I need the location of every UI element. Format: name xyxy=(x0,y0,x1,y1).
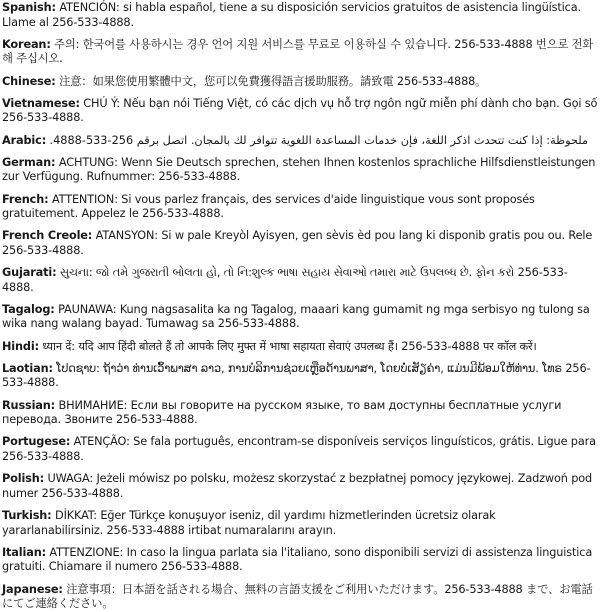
language-label: French: xyxy=(2,192,49,206)
language-label: Arabic: xyxy=(2,133,47,147)
language-label: Japanese: xyxy=(2,582,63,596)
notice-text: ملحوظة: إذا كنت تتحدث اذكر اللغة، فإن خدمات المساعدة اللغوية تتوافر لك بالمجان. اتصل برقم 256-533-4888. xyxy=(49,133,589,147)
notice-german xyxy=(2,156,598,185)
notice-chinese xyxy=(2,75,598,90)
notice-polish xyxy=(2,472,598,501)
notice-text: ATTENTION: Si vous parlez français, des services d'aide linguistique vous sont proposés gratuitement. Appelez le 256-533-4888. xyxy=(2,192,535,221)
notice-text: ATANSYON: Si w pale Kreyòl Ayisyen, gen sèvis èd pou lang ki disponib gratis pou ou. Rele 256-533-4888. xyxy=(2,229,593,257)
notice-text: સુચના: જો તમે ગુજરાતી બોલતા હો, તો નિ:શુલ્ક ભાષા સહાય સેવાઓ તમારા માટે ઉપલબ્ધ છે. ફોન કરો 256-533-4888. xyxy=(2,266,568,294)
notice-japanese xyxy=(2,583,598,612)
notice-arabic xyxy=(2,134,598,149)
notice-text: DİKKAT: Eğer Türkçe konuşuyor iseniz, dil yardımı hizmetlerinden ücretsiz olarak yararlanabilirsiniz. 256-533-4888 irtibat numaralarını arayın. xyxy=(2,508,496,537)
language-label: Korean: xyxy=(2,37,51,51)
notice-tagalog xyxy=(2,303,598,332)
notice-text: ATENCIÓN: si habla español, tiene a su disposición servicios gratuitos de asistencia lingüística. Llame al 256-533-4888. xyxy=(2,1,581,29)
notice-text: ATTENZIONE: In caso la lingua parlata sia l'italiano, sono disponibili servizi di assistenza linguistica gratuiti. Chiamare il numero 256-533-4888. xyxy=(2,545,593,574)
notice-hindi xyxy=(2,340,598,355)
notice-text: 주의: 한국어를 사용하시는 경우 언어 지원 서비스를 무료로 이용하실 수 있습니다. 256-533-4888 번으로 전화해 주십시오. xyxy=(2,37,594,66)
notice-spanish xyxy=(2,1,598,30)
language-label: German: xyxy=(2,155,56,169)
notice-text: ACHTUNG: Wenn Sie Deutsch sprechen, stehen Ihnen kostenlos sprachliche Hilfsdienstleistungen zur Verfügung. Rufnummer: 256-533-4888. xyxy=(2,155,596,184)
notice-text: 注意：如果您使用繁體中文，您可以免費獲得語言援助服務。請致電 256-533-4888。 xyxy=(59,74,487,88)
notice-text: PAUNAWA: Kung nagsasalita ka ng Tagalog, maaari kang gumamit ng mga serbisyo ng tulong sa wika nang walang bayad. Tumawag sa 256-533-4888. xyxy=(2,302,590,331)
notice-text: ВНИМАНИЕ: Если вы говорите на русском языке, то вам доступны бесплатные услуги перевода. Звоните 256-533-4888. xyxy=(2,398,562,427)
notice-text: UWAGA: Jeżeli mówisz po polsku, możesz skorzystać z bezpłatnej pomocy językowej. Zadzwoń pod numer 256-533-4888. xyxy=(2,472,593,500)
notice-russian xyxy=(2,399,598,428)
language-label: Chinese: xyxy=(2,74,56,88)
notice-text: ATENÇÃO: Se fala português, encontram-se disponíveis serviços linguísticos, grátis. Ligue para 256-533-4888. xyxy=(2,435,596,463)
notice-laotian xyxy=(2,362,598,391)
language-label: Turkish: xyxy=(2,508,52,522)
notice-turkish xyxy=(2,509,598,538)
notice-portugese xyxy=(2,435,598,464)
language-label: French Creole: xyxy=(2,229,93,243)
language-label: Laotian: xyxy=(2,361,53,375)
language-label: Hindi: xyxy=(2,339,39,353)
notice-text: CHÚ Ý: Nếu bạn nói Tiếng Việt, có các dịch vụ hỗ trợ ngôn ngữ miễn phí dành cho bạn. Gọi số 256-533-4888. xyxy=(2,96,598,125)
language-label: Portugese: xyxy=(2,435,71,449)
notice-italian xyxy=(2,546,598,575)
language-label: Italian: xyxy=(2,545,46,559)
language-label: Tagalog: xyxy=(2,302,55,316)
notice-text: 注意事項：日本語を話される場合、無料の言語支援をご利用いただけます。256-533-4888 まで、お電話にてご連絡ください。 xyxy=(2,582,593,611)
notice-french-creole xyxy=(2,229,598,258)
language-label: Spanish: xyxy=(2,1,56,14)
language-label: Polish: xyxy=(2,472,45,486)
language-label: Gujarati: xyxy=(2,266,57,280)
notice-gujarati xyxy=(2,266,598,295)
notice-text: ध्यान दें: यदि आप हिंदी बोलते हैं तो आपके लिए मुफ्त में भाषा सहायता सेवाएं उपलब्ध हैं। 256-533-4888 पर कॉल करें। xyxy=(42,339,537,353)
notice-vietnamese xyxy=(2,97,598,126)
notice-french xyxy=(2,193,598,222)
language-label: Vietnamese: xyxy=(2,96,80,110)
language-label: Russian: xyxy=(2,398,56,412)
notice-korean xyxy=(2,38,598,67)
notice-text: ໂປດຊາບ: ຖ້າວ່າ ທ່ານເວົ້າພາສາ ລາວ, ການບໍລິການຊ່ວຍເຫຼືອດ້ານພາສາ, ໂດຍບໍ່ເສັຽຄ່າ, ແມ່ນມີພ້ອມໃຫ້ທ່ານ. ໂທຣ 256-533-4888. xyxy=(2,361,591,390)
